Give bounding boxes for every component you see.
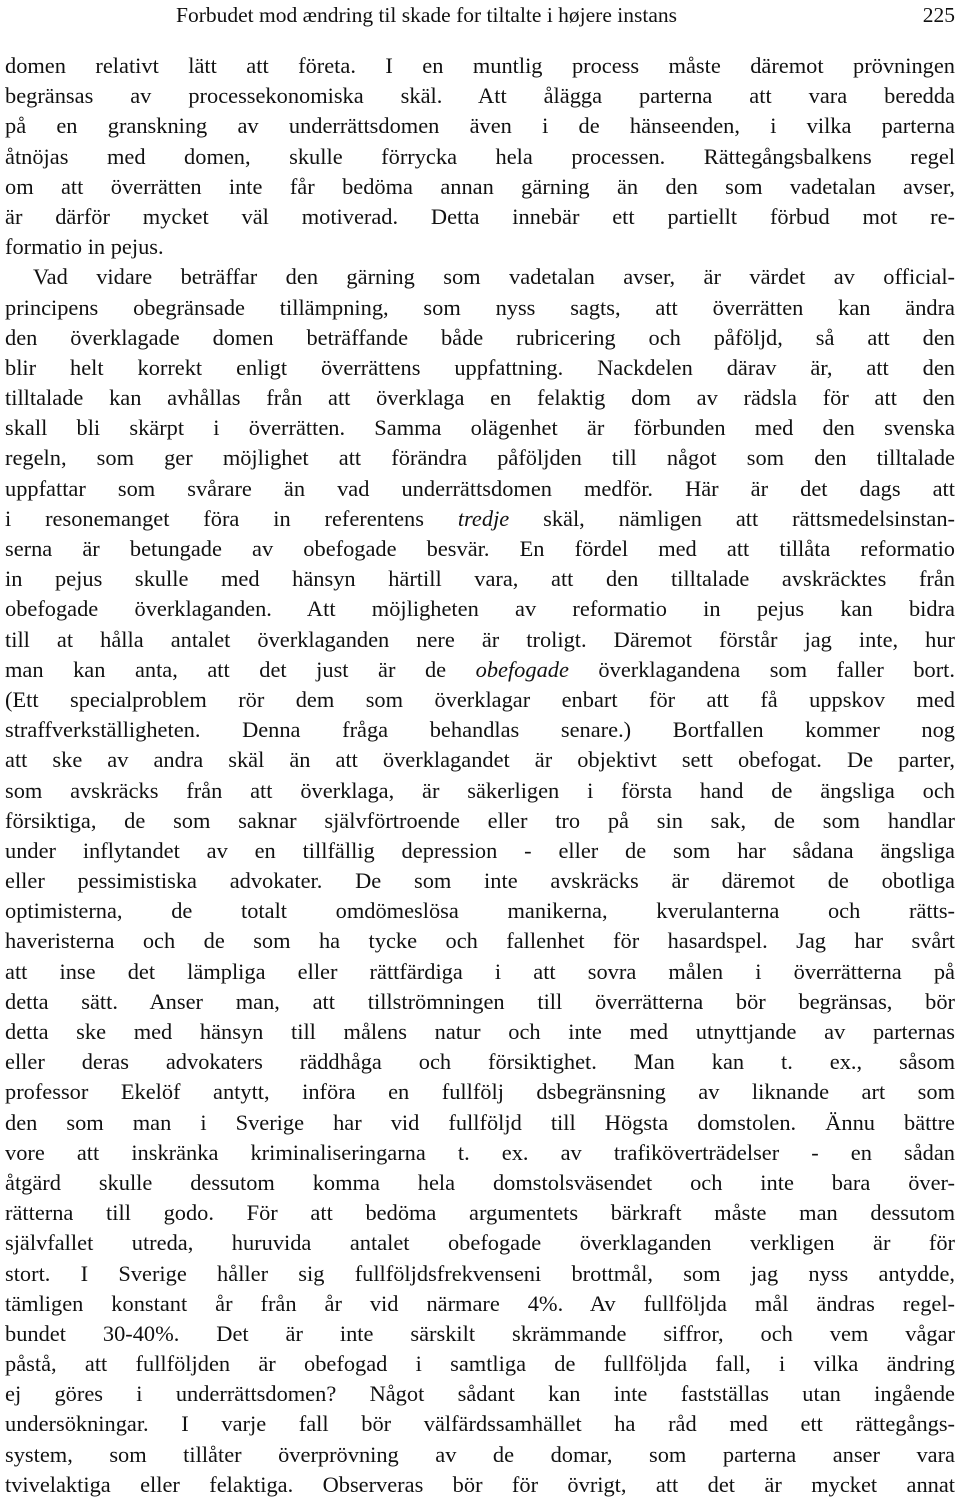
text-segment: begränsas av processekonomiska skäl. Att ålägga parterna att vara beredda xyxy=(5,83,955,109)
text-segment: undersökningar. I varje fall bör välfärdssamhället ha råd med ett rättegångs- xyxy=(5,1411,955,1437)
text-segment: formatio in pejus. xyxy=(5,234,164,260)
text-segment: tämligen konstant år från år vid närmare 4%. Av fullföljda mål ändras regel- xyxy=(5,1290,955,1316)
text-line xyxy=(5,142,955,172)
text-line xyxy=(5,926,955,956)
text-line xyxy=(5,81,955,111)
text-line xyxy=(5,443,955,473)
text-segment: den överklagade domen beträffande både rubricering och påföljd, så att den xyxy=(5,324,955,350)
text-line xyxy=(5,1319,955,1349)
text-segment: om att överrätten inte får bedöma annan gärning än den som vadetalan avser, xyxy=(5,173,955,199)
text-line xyxy=(5,655,955,685)
running-title: Forbudet mod ændring til skade for tiltalte i højere instans xyxy=(176,3,677,27)
text-segment: skäl, nämligen att rättsmedelsinstan- xyxy=(509,505,955,531)
text-segment: blir helt korrekt enligt överrättens uppfattning. Nackdelen därav är, att den xyxy=(5,354,955,380)
text-line xyxy=(5,383,955,413)
text-segment: in pejus skulle med hänsyn härtill vara, att den tilltalade avskräcktes från xyxy=(5,566,955,592)
text-line xyxy=(5,1259,955,1289)
text-line xyxy=(5,715,955,745)
text-segment: regeln, som ger möjlighet att förändra påföljden till något som den tilltalade xyxy=(5,445,955,471)
text-line xyxy=(5,836,955,866)
text-segment: principens obegränsade tillämpning, som nyss sagts, att överrätten kan ändra xyxy=(5,294,955,320)
text-segment: system, som tillåter överprövning av de domar, som parterna anser vara xyxy=(5,1441,955,1467)
text-line xyxy=(5,1017,955,1047)
text-segment: eller pessimistiska advokater. De som inte avskräcks är däremot de obotliga xyxy=(5,868,955,894)
text-segment: detta ske med hänsyn till målens natur och inte med utnyttjande av parternas xyxy=(5,1019,955,1044)
text-segment: eller deras advokaters räddhåga och försiktighet. Man kan t. ex., såsom xyxy=(5,1049,955,1075)
text-line xyxy=(5,353,955,383)
text-segment: uppfattar som svårare än vad underrättsdomen medför. Här är det dags att xyxy=(5,475,955,501)
text-line xyxy=(5,51,955,81)
text-line xyxy=(5,957,955,987)
text-segment: under inflytandet av en tillfällig depression - eller de som har sådana ängsliga xyxy=(5,837,955,863)
running-header xyxy=(0,0,960,30)
text-segment: den som man i Sverige har vid fullföljd till Högsta domstolen. Ännu bättre xyxy=(5,1109,955,1135)
text-segment: rätterna till godo. För att bedöma argumentets bärkraft måste man dessutom xyxy=(5,1200,955,1226)
text-segment: som avskräcks från att överklaga, är säkerligen i första hand de ängsliga och xyxy=(5,777,955,803)
text-line xyxy=(5,745,955,775)
text-line xyxy=(5,1289,955,1319)
text-segment: (Ett specialproblem rör dem som överklagar enbart för att få uppskov med xyxy=(5,686,955,712)
text-segment: skall bli skärpt i överrätten. Samma olägenhet är förbunden med den svenska xyxy=(5,415,955,441)
text-line xyxy=(5,1077,955,1107)
text-line xyxy=(5,866,955,896)
text-line xyxy=(5,1108,955,1138)
text-line xyxy=(5,504,955,534)
text-line xyxy=(5,1440,955,1470)
text-line xyxy=(5,685,955,715)
text-line xyxy=(5,625,955,655)
text-segment: tilltalade kan avhållas från att överklaga en felaktig dom av rädsla för att den xyxy=(5,385,955,411)
italic-text: obefogade xyxy=(475,656,569,682)
text-line xyxy=(5,896,955,926)
text-line xyxy=(5,1138,955,1168)
text-segment: detta sätt. Anser man, att tillströmningen till överrätterna bör begränsas, bör xyxy=(5,988,955,1014)
text-line xyxy=(5,987,955,1017)
text-segment: stort. I Sverige håller sig fullföljdsfrekvenseni brottmål, som jag nyss antydde, xyxy=(5,1260,955,1286)
text-segment: åtgärd skulle dessutom komma hela domstolsväsendet och inte bara över- xyxy=(5,1169,955,1195)
text-line xyxy=(5,111,955,141)
text-segment: på en granskning av underrättsdomen även i de hänseenden, i vilka parterna xyxy=(5,113,955,139)
text-segment: i resonemanget föra in referentens xyxy=(5,505,458,531)
text-line xyxy=(5,474,955,504)
text-line xyxy=(5,534,955,564)
text-line xyxy=(5,1379,955,1409)
text-segment: vore att inskränka kriminaliseringarna t. ex. av trafiköverträdelser - en sådan xyxy=(5,1139,955,1165)
text-line xyxy=(5,172,955,202)
italic-text: tredje xyxy=(457,505,510,531)
text-line xyxy=(5,1047,955,1077)
text-segment: överklagandena som faller bort. xyxy=(568,656,955,682)
text-segment: straffverkställigheten. Denna fråga behandlas senare.) Bortfallen kommer nog xyxy=(5,717,955,743)
text-segment: professor Ekelöf antytt, införa en fullfölj dsbegränsning av liknande art som xyxy=(5,1079,955,1105)
text-segment: påstå, att fullföljden är obefogad i samtliga de fullföljda fall, i vilka ändring xyxy=(5,1351,955,1377)
text-segment: självfallet utreda, huruvida antalet obefogade överklaganden verkligen är för xyxy=(5,1230,955,1256)
text-line xyxy=(5,1168,955,1198)
text-line xyxy=(5,202,955,232)
text-segment: domen relativt lätt att företa. I en muntlig process måste däremot prövningen xyxy=(5,53,955,78)
text-line xyxy=(5,564,955,594)
body-text xyxy=(5,51,955,1500)
text-segment: man kan anta, att det just är de xyxy=(5,656,476,682)
text-line xyxy=(5,262,955,292)
text-line xyxy=(5,1228,955,1258)
text-segment: haveristerna och de som ha tycke och fallenhet för hasardspel. Jag har svårt xyxy=(5,928,955,954)
text-segment: åtnöjas med domen, skulle förrycka hela processen. Rättegångsbalkens regel xyxy=(5,143,955,169)
text-segment: att ske av andra skäl än att överklagandet är objektivt sett obefogat. De parter, xyxy=(5,747,955,773)
text-segment: serna är betungade av obefogade besvär. En fördel med att tillåta reformatio xyxy=(5,536,955,561)
text-line xyxy=(5,1198,955,1228)
text-line xyxy=(5,806,955,836)
text-segment: tvivelaktiga eller felaktiga. Observeras bör för övrigt, att det är mycket annat xyxy=(5,1471,955,1497)
text-line xyxy=(5,1349,955,1379)
page-number: 225 xyxy=(922,3,955,27)
text-segment: obefogade överklaganden. Att möjligheten av reformatio in pejus kan bidra xyxy=(5,596,955,622)
text-line xyxy=(5,594,955,624)
text-segment: ej göres i underrättsdomen? Något sådant kan inte fastställas utan ingående xyxy=(5,1381,955,1407)
text-segment: att inse det lämpliga eller rättfärdiga i att sovra målen i överrätterna på xyxy=(5,958,955,984)
text-line xyxy=(5,323,955,353)
text-segment: till at hålla antalet överklaganden nere är troligt. Däremot förstår jag inte, hur xyxy=(5,626,955,652)
text-segment: Vad vidare beträffar den gärning som vadetalan avser, är värdet av official- xyxy=(33,264,955,290)
text-segment: bundet 30-40%. Det är inte särskilt skrämmande siffror, och vem vågar xyxy=(5,1320,955,1346)
text-segment: försiktiga, de som saknar självförtroende eller tro på sin sak, de som handlar xyxy=(5,807,955,833)
text-line xyxy=(5,232,955,262)
text-line xyxy=(5,1470,955,1500)
text-segment: optimisterna, de totalt omdömeslösa manikerna, kverulanterna och rätts- xyxy=(5,898,955,924)
text-line xyxy=(5,1409,955,1439)
text-line xyxy=(5,293,955,323)
text-line xyxy=(5,413,955,443)
text-line xyxy=(5,776,955,806)
text-segment: är därför mycket väl motiverad. Detta innebär ett partiellt förbud mot re- xyxy=(5,203,955,229)
